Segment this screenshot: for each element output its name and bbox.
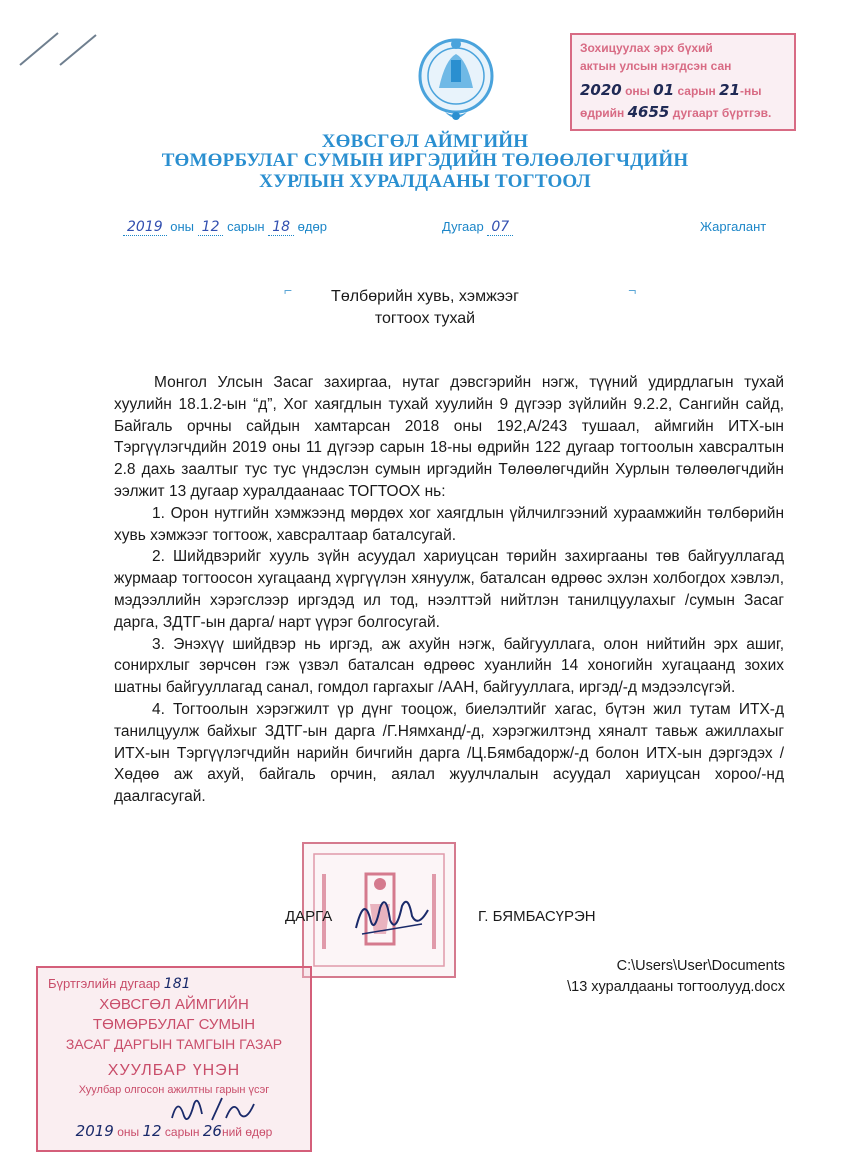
date-field [123, 219, 327, 235]
copy-month: 12 [142, 1122, 162, 1140]
header-line-aimag: ХӨВСГӨЛ АЙМГИЙН [321, 131, 529, 152]
subject-line2: тогтоох тухай [374, 310, 476, 327]
bracket-right-icon: ⌐ [628, 282, 637, 298]
copy-stamp-line5: Хуулбар олгосон ажилтны гарын үсэг [78, 1084, 270, 1096]
date-month-suffix: сарын [227, 219, 265, 234]
date-year-handwritten: 2019 [123, 219, 167, 236]
copy-stamp-line1: ХӨВСГӨЛ АЙМГИЙН [99, 996, 249, 1013]
certified-copy-stamp [36, 966, 312, 1152]
number-label: Дугаар [442, 219, 484, 234]
file-path-line1: C:\Users\User\Documents [616, 958, 785, 974]
state-emblem-icon [415, 30, 497, 130]
date-day-handwritten: 18 [268, 219, 294, 236]
signatory-name: Г. БЯМБАСҮРЭН [478, 908, 596, 925]
copy-month-suffix: сарын [164, 1125, 200, 1139]
copy-stamp-line4: ХУУЛБАР ҮНЭН [107, 1062, 241, 1079]
pen-mark-decoration [10, 25, 100, 70]
reg-day-suffix: -ны [740, 84, 762, 98]
copy-day-suffix: ний өдөр [221, 1125, 273, 1139]
file-path-line2: \13 хуралдааны тогтоолууд.docx [567, 979, 785, 995]
copy-stamp-line3: ЗАСАГ ДАРГЫН ТАМГЫН ГАЗАР [65, 1036, 283, 1052]
reg-line4-prefix: өдрийн [580, 106, 625, 120]
copy-reg-number: 181 [163, 976, 191, 992]
number-handwritten: 07 [487, 219, 513, 236]
header-line-resolution: ХУРЛЫН ХУРАЛДААНЫ ТОГТООЛ [259, 171, 591, 192]
body-item-1: 1. Орон нутгийн хэмжээнд мөрдөх хог хаягдлын үйлчилгээний хураамжийн төлбөрийн хувь хэмжээг тогтоож, хавсралтаар батaлсугай. [114, 504, 784, 544]
copy-year: 2019 [75, 1122, 114, 1140]
body-item-2: 2. Шийдвэрийг хууль зүйн асуудал хариуцсан төрийн захиргааны төв байгууллагад журмаар тогтоосон хугацаанд хүргүүлэн хянуулж, баталсан өдрөөс эхлэн холбогдох хэвлэл, мэдээллийн хэрэгслээр иргэдэд ил тод, нээлттэй нийтлэн танилцуулахыг /сумын Засаг дарга, ЗДТГ-ын дарга/ нарт үүрэг болгосугай. [114, 548, 784, 631]
body-item-3: 3. Энэхүү шийдвэр нь иргэд, аж ахуйн нэгж, байгууллага, олон нийтийн эрх ашиг, сонирхлыг зөрчсөн гэж үзвэл баталсан өдрөөс хуанлийн 14 хоногийн хугацаанд зохих шатны байгууллагад санал, гомдол гаргахыг /ААН, байгууллага, иргэд/-д мэдээлсүгэй. [114, 635, 784, 697]
copy-reg-label: Бүртгэлийн дугаар [48, 976, 161, 991]
copy-year-suffix: оны [117, 1125, 140, 1139]
body-item-4: 4. Тогтоолын хэрэгжилт үр дүнг тооцож, биелэлтийг хагас, бүтэн жил тутам ИТХ-д танилцуулж байхыг ЗДТГ-ын дарга /Г.Нямханд/-д, хэрэгжилтэнд хяналт тавьж ажиллахыг ИТХ-ын Тэргүүлэгчдийн нарийн бичгийн дарга /Ц.Бямбадорж/-д болон ИТХ-ын дэргэдэх /Хөдөө аж ахуй, байгаль орчин, аялал жуулчлалын асуудал хариуцсан хороо/-нд даалгасугай. [114, 700, 784, 806]
bracket-left-icon: ⌐ [284, 282, 293, 298]
copy-day: 26 [202, 1122, 222, 1140]
header-line-council: ТӨМӨРБУЛАГ СУМЫН ИРГЭДИЙН ТӨЛӨӨЛӨГЧДИЙН [161, 150, 689, 171]
reg-month-handwritten: 01 [653, 81, 675, 99]
reg-stamp-line2: актын улсын нэгдсэн сан [580, 59, 732, 73]
reg-number-handwritten: 4655 [627, 103, 670, 121]
reg-month-suffix: сарын [677, 84, 716, 98]
signature-title: ДАРГА [285, 908, 333, 925]
reg-year-suffix: оны [625, 84, 650, 98]
file-path [480, 956, 785, 998]
body-intro: Монгол Улсын Засаг захиргаа, нутаг дэвсгэрийн нэгж, түүний удирдлагын тухай хуулийн 18.1.2-ын “д”, Хог хаягдлын тухай хуулийн 9 дүгээр зүйлийн 9.2.2, Сангийн сайд, Байгаль орчны сайдын хамтарсан 2018 оны 192,А/243 тушаал, аймгийн ИТХ-ын Тэргүүлэгчдийн 2019 оны 11 дүгээр сарын 18-ны өдрийн 122 дугаар тогтоолын хавсралтын 2.8 дахь заалтыг тус тус үндэслэн сумын иргэдийн Төлөөлөгчдийн Хурлын төлөөлөгчдийн ээлжит 13 дугаар хуралдаанаас ТОГТООХ нь: [114, 374, 784, 500]
subject-line1: Төлбөрийн хувь, хэмжээг [331, 288, 519, 305]
handwritten-signature [352, 888, 432, 943]
number-field [442, 219, 513, 235]
date-day-suffix: өдөр [297, 219, 327, 234]
reg-stamp-line1: Зохицуулах эрх бүхий [580, 41, 713, 55]
copy-stamp-line2: ТӨМӨРБУЛАГ СУМЫН [92, 1016, 256, 1033]
reg-year-handwritten: 2020 [580, 81, 622, 99]
reg-line4-suffix: дугаарт бүртгэв. [672, 106, 772, 120]
reg-day-handwritten: 21 [719, 81, 741, 99]
place-name: Жаргалант [700, 219, 767, 234]
date-year-suffix: оны [170, 219, 195, 234]
resolution-body [114, 372, 784, 808]
date-month-handwritten: 12 [198, 219, 224, 236]
registration-stamp [570, 33, 796, 131]
copy-stamp-signature [168, 1092, 258, 1126]
